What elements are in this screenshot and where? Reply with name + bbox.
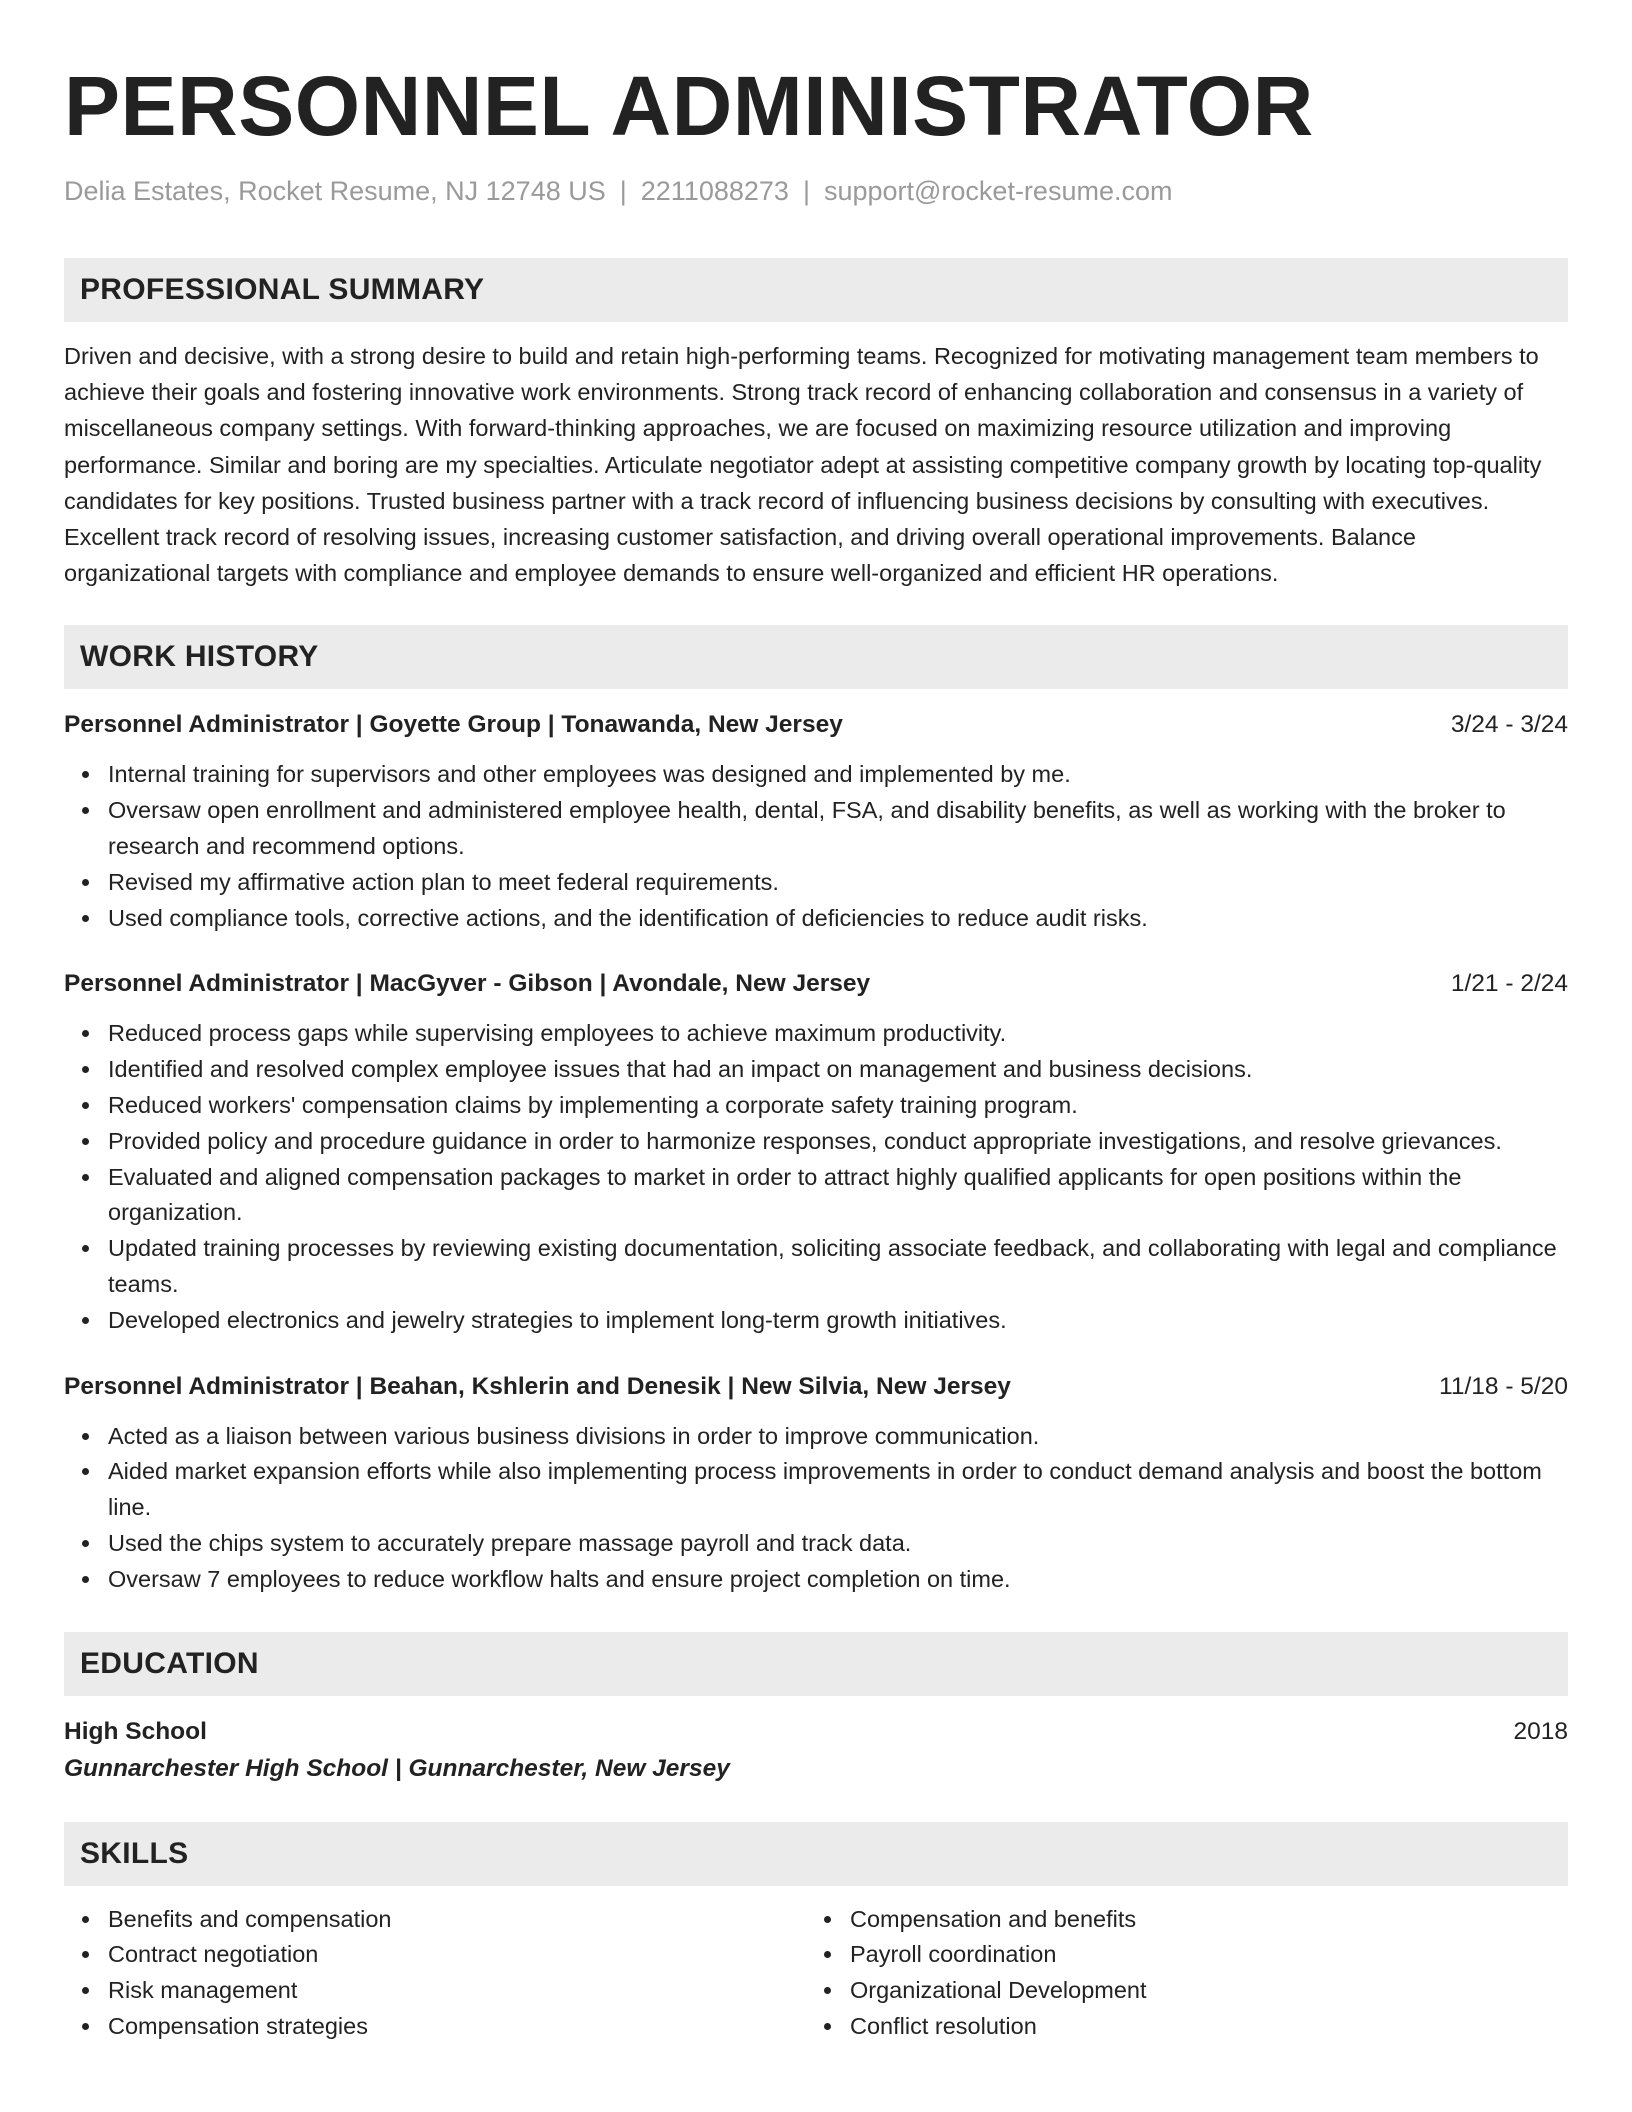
education-year: 2018 (1513, 1717, 1568, 1745)
section-header-work-history: WORK HISTORY (64, 625, 1568, 689)
job-dates: 11/18 - 5/20 (1439, 1372, 1568, 1400)
job-bullet: Used compliance tools, corrective actions, and the identification of deficiencies to reduce audit risks. (108, 901, 1568, 937)
contact-email: support@rocket-resume.com (823, 176, 1173, 206)
job-bullet: Internal training for supervisors and other employees was designed and implemented by me. (108, 757, 1568, 793)
job-bullet: Aided market expansion efforts while also implementing process improvements in order to conduct demand analysis and boost the bottom line. (108, 1454, 1568, 1526)
skill-item: Risk management (108, 1973, 806, 2009)
job-bullet: Used the chips system to accurately prepare massage payroll and track data. (108, 1526, 1568, 1562)
job-dates: 3/24 - 3/24 (1450, 711, 1568, 739)
contact-phone: 2211088273 (640, 176, 789, 206)
skill-item: Conflict resolution (850, 2009, 1548, 2045)
job-bullet: Evaluated and aligned compensation packages to market in order to attract highly qualified applicants for open positions within the organization. (108, 1160, 1568, 1232)
skill-item: Payroll coordination (850, 1937, 1548, 1973)
education-header (64, 1714, 1568, 1750)
job-bullets (64, 1419, 1568, 1598)
job-bullet: Developed electronics and jewelry strategies to implement long-term growth initiatives. (108, 1303, 1568, 1339)
job-entry (64, 966, 1568, 1338)
job-entry (64, 707, 1568, 936)
job-bullet: Identified and resolved complex employee issues that had an impact on management and business decisions. (108, 1052, 1568, 1088)
job-title: Personnel Administrator | Beahan, Kshlerin and Denesik | New Silvia, New Jersey (64, 1372, 1011, 1400)
education-school: Gunnarchester High School | Gunnarchester, New Jersey (64, 1754, 730, 1782)
skill-item: Benefits and compensation (108, 1902, 806, 1938)
contact-line (64, 174, 1568, 208)
job-bullet: Acted as a liaison between various business divisions in order to improve communication. (108, 1419, 1568, 1455)
job-entry (64, 1369, 1568, 1598)
job-bullet: Provided policy and procedure guidance in order to harmonize responses, conduct appropriate investigations, and resolve grievances. (108, 1124, 1568, 1160)
skill-item: Compensation strategies (108, 2009, 806, 2045)
job-header (64, 966, 1568, 1002)
skills-list (806, 1902, 1548, 2045)
skill-item: Contract negotiation (108, 1937, 806, 1973)
job-dates: 1/21 - 2/24 (1450, 970, 1568, 998)
section-header-summary: PROFESSIONAL SUMMARY (64, 258, 1568, 322)
job-bullets (64, 1016, 1568, 1338)
job-bullet: Oversaw 7 employees to reduce workflow halts and ensure project completion on time. (108, 1562, 1568, 1598)
job-bullet: Revised my affirmative action plan to meet federal requirements. (108, 865, 1568, 901)
job-header (64, 707, 1568, 743)
contact-address: Delia Estates, Rocket Resume, NJ 12748 US (64, 176, 606, 206)
skill-item: Compensation and benefits (850, 1902, 1548, 1938)
section-header-education: EDUCATION (64, 1632, 1568, 1696)
skills-column-right (806, 1902, 1548, 2045)
section-header-skills: SKILLS (64, 1822, 1568, 1886)
education-entry (64, 1714, 1568, 1788)
job-bullet: Oversaw open enrollment and administered employee health, dental, FSA, and disability benefits, as well as working with the broker to research and recommend options. (108, 793, 1568, 865)
summary-text: Driven and decisive, with a strong desire to build and retain high-performing teams. Recognized for motivating management team members to achieve their goals and fostering innovative work environments. Strong track record of enhancing collaboration and consensus in a variety of miscellaneous company settings. With forward-thinking approaches, we are focused on maximizing resource utilization and improving performance. Similar and boring are my specialties. Articulate negotiator adept at assisting competitive company growth by locating top-quality candidates for key positions. Trusted business partner with a track record of influencing business decisions by consulting with executives. Excellent track record of resolving issues, increasing customer satisfaction, and driving overall operational improvements. Balance organizational targets with compliance and employee demands to ensure well-organized and efficient HR operations. (64, 343, 1542, 587)
job-header (64, 1369, 1568, 1405)
contact-separator: | (802, 176, 810, 206)
job-bullet: Updated training processes by reviewing existing documentation, soliciting associate feedback, and collaborating with legal and compliance teams. (108, 1231, 1568, 1303)
job-bullet: Reduced workers' compensation claims by implementing a corporate safety training program. (108, 1088, 1568, 1124)
skills-grid (64, 1902, 1568, 2045)
skills-list (64, 1902, 806, 2045)
job-bullet: Reduced process gaps while supervising employees to achieve maximum productivity. (108, 1016, 1568, 1052)
resume-name: PERSONNEL ADMINISTRATOR (64, 59, 1314, 153)
job-bullets (64, 757, 1568, 936)
contact-separator: | (619, 176, 627, 206)
skill-item: Organizational Development (850, 1973, 1548, 2009)
job-title: Personnel Administrator | MacGyver - Gibson | Avondale, New Jersey (64, 970, 871, 998)
education-degree: High School (64, 1717, 207, 1745)
skills-column-left (64, 1902, 806, 2045)
job-title: Personnel Administrator | Goyette Group | Tonawanda, New Jersey (64, 711, 843, 739)
